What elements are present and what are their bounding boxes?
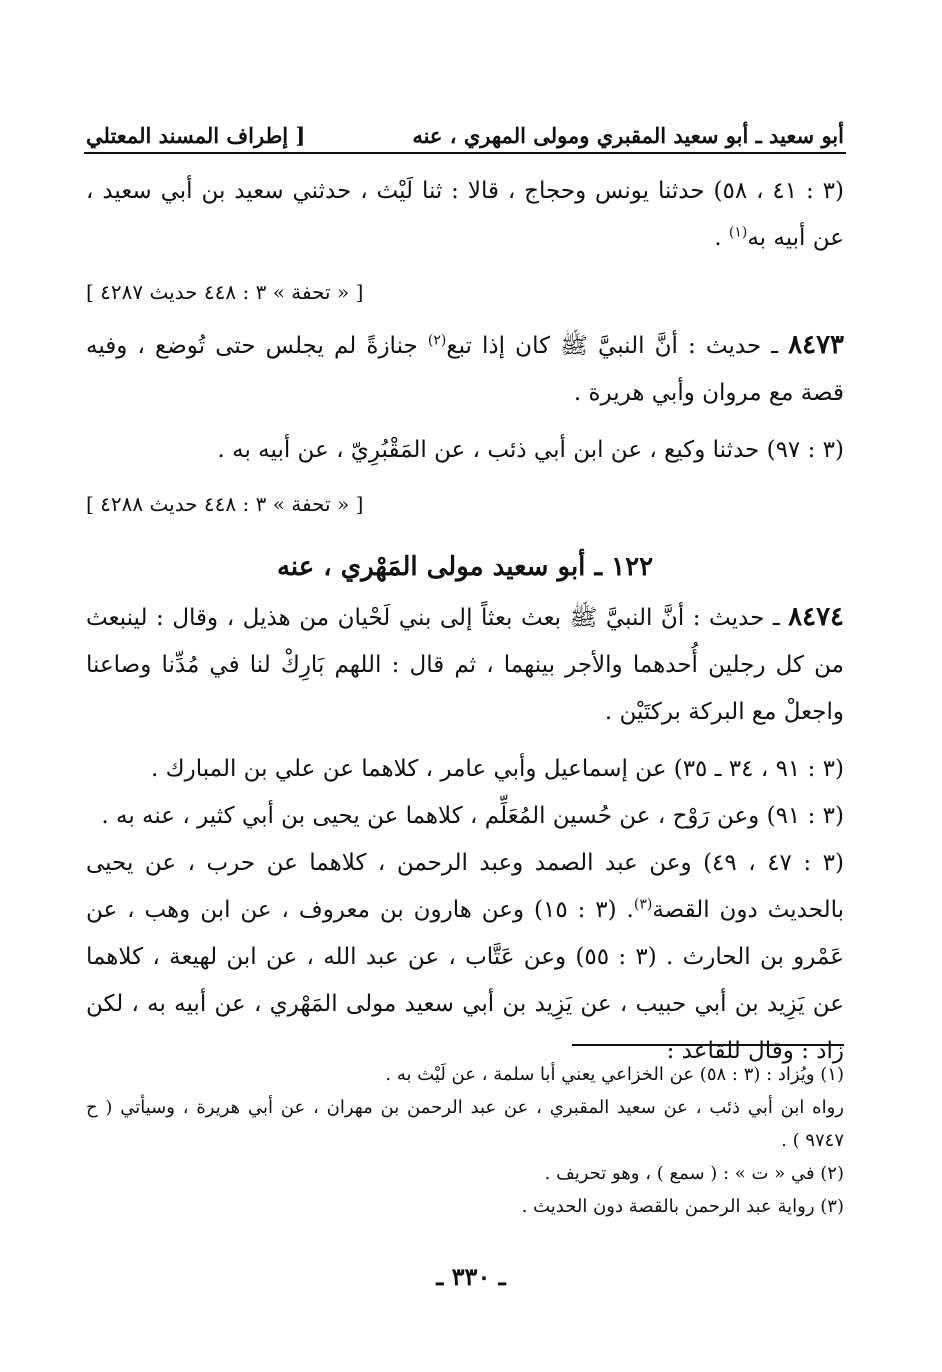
- header-rule: [84, 152, 846, 154]
- header-right-title: أبو سعيد ـ أبو سعيد المقبري ومولى المهري ، عنه: [412, 123, 844, 148]
- running-header: [86, 112, 844, 148]
- hadith-number-8473: ٨٤٧٣: [788, 330, 845, 360]
- hadith-number-8474: ٨٤٧٤: [788, 602, 844, 632]
- isnad-8473: (٣ : ٩٧) حدثنا وكيع ، عن ابن أبي ذئب ، عن المَقْبُرِيّ ، عن أبيه به .: [217, 437, 844, 463]
- isnad-8472: (٣ : ٤١ ، ٥٨) حدثنا يونس وحجاج ، قالا : ثنا لَيْث ، حدثني سعيد بن أبي سعيد ، عن أبيه به$^{(١)}$ .: [86, 178, 844, 251]
- footnote-rule: [572, 1044, 844, 1046]
- footnote-ref-3: (٣): [633, 896, 653, 913]
- section-heading-122: ١٢٢ ـ أبو سعيد مولى المَهْري ، عنه: [276, 552, 654, 582]
- tuhfa-ref-8473: [ « تحفة » ٣ : ٤٤٨ حديث ٤٢٨٨ ]: [86, 492, 364, 516]
- hadith-8473: ٨٤٧٣ ـ حديث : أنَّ النبيَّ ﷺ كان إذا تبع$^{(٢)}$ جنازةً لم يجلس حتى تُوضع ، وفيه قصة مع مروان وأبي هريرة .: [86, 330, 845, 406]
- footnote-ref-2: (٢): [427, 332, 447, 349]
- footnote-2: (٢) في « ت » : ( سمع ) ، وهو تحريف .: [544, 1163, 844, 1184]
- hadith-8474: ٨٤٧٤ ـ حديث : أنَّ النبيَّ ﷺ بعث بعثاً إلى بني لَحْيان من هذيل ، وقال : لينبعث من كل رجلين أُحدهما والأجر بينهما ، ثم قال : اللهم بَارِكْ لنا في مُدِّنا وصاعنا واجعلْ مع البركة بركتَيْن .: [86, 602, 844, 725]
- tuhfa-ref-8472: [ « تحفة » ٣ : ٤٤٨ حديث ٤٢٨٧ ]: [86, 280, 364, 304]
- isnad-8474-c: (٣ : ٤٧ ، ٤٩) وعن عبد الصمد وعبد الرحمن ، كلاهما عن حرب ، عن يحيى بالحديث دون القصة$^{(٣)}$. (٣ : ١٥) وعن هارون بن معروف ، عن ابن وهب ، عن عَمْرو بن الحارث . (٣ : ٥٥) وعن عَتَّاب ، عن عبد الله ، عن ابن لهيعة ، كلاهما عن يَزِيد بن أبي حبيب ، عن يَزِيد بن أبي سعيد مولى المَهْري ، عن أبيه به ، لكن زاد : وقال للقاعد :: [86, 850, 844, 1064]
- page-number: ـ ٣٣٠ ـ: [436, 1262, 506, 1291]
- footnote-1: (١) ويُزاد : (٣ : ٥٨) عن الخزاعي يعني أبا سلمة ، عن لَيْث به .: [385, 1064, 844, 1085]
- isnad-8474-a: (٣ : ٩١ ، ٣٤ ـ ٣٥) عن إسماعيل وأبي عامر ، كلاهما عن علي بن المبارك .: [151, 756, 844, 782]
- footnotes: [86, 1058, 844, 1223]
- isnad-8474-b: (٣ : ٩١) وعن رَوْح ، عن حُسين المُعَلِّم ، كلاهما عن يحيى بن أبي كثير ، عنه به .: [101, 803, 844, 829]
- header-left-title: [ إطراف المسند المعتلي: [86, 123, 306, 148]
- footnote-3: (٣) رواية عبد الرحمن بالقصة دون الحديث .: [521, 1196, 844, 1217]
- footnote-1-continued: رواه ابن أبي ذئب ، عن سعيد المقبري ، عن عبد الرحمن بن مهران ، عن أبي هريرة ، وسيأتي ( ح ٩٧٤٧ ) .: [86, 1097, 844, 1151]
- footnote-ref-1: (١): [728, 224, 748, 241]
- main-text: [86, 168, 844, 1075]
